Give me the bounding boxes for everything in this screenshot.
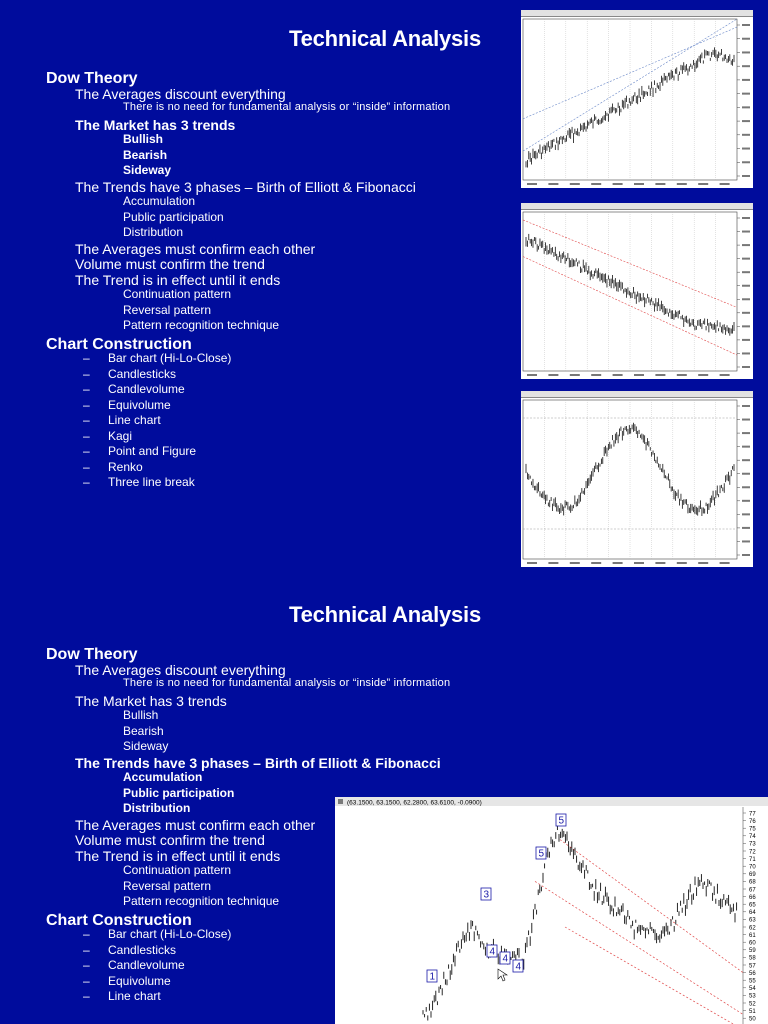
outline-subpoint: Reversal pattern bbox=[123, 302, 212, 317]
axis-tick-label bbox=[742, 120, 750, 122]
outline-point: The Market has 3 trends bbox=[75, 692, 227, 709]
chart-type-label: Equivolume bbox=[108, 973, 171, 988]
section-heading: Chart Construction bbox=[46, 911, 192, 929]
outline-point: The Trends have 3 phases – Birth of Elliott & Fibonacci bbox=[75, 178, 416, 195]
axis-tick-label bbox=[742, 554, 750, 556]
y-tick-label: 51 bbox=[749, 1008, 756, 1015]
dash-bullet: – bbox=[83, 397, 90, 412]
outline-subpoint: Continuation pattern bbox=[123, 287, 232, 301]
chart-type-item bbox=[83, 382, 185, 396]
outline-subpoint: Distribution bbox=[123, 801, 191, 815]
axis-date-label bbox=[655, 183, 665, 185]
y-tick-label: 53 bbox=[749, 993, 756, 1000]
chart-type-label: Candlesticks bbox=[108, 942, 177, 957]
y-tick-label: 65 bbox=[749, 902, 756, 909]
slide-2 bbox=[0, 576, 768, 1024]
y-tick-label: 50 bbox=[749, 1016, 756, 1023]
y-tick-label: 55 bbox=[749, 978, 756, 985]
y-tick-label: 68 bbox=[749, 879, 756, 886]
wave-label: 4 bbox=[502, 953, 509, 965]
window-icon bbox=[338, 799, 343, 804]
axis-date-label bbox=[613, 562, 623, 564]
bearish-chart bbox=[521, 203, 753, 379]
dash-bullet: – bbox=[83, 382, 90, 396]
chart-type-label: Bar chart (Hi-Lo-Close) bbox=[108, 927, 232, 941]
elliott-wave-plot bbox=[335, 797, 768, 1024]
section-heading: Dow Theory bbox=[46, 646, 138, 663]
outline-subpoint: Pattern recognition technique bbox=[123, 894, 280, 908]
y-tick-label: 58 bbox=[749, 955, 756, 962]
y-tick-label: 54 bbox=[749, 986, 756, 993]
axis-tick-label bbox=[742, 513, 750, 515]
chart-type-label: Three line break bbox=[108, 475, 195, 489]
slide-title: Technical Analysis bbox=[288, 602, 482, 627]
section-heading: Dow Theory bbox=[46, 70, 138, 87]
axis-tick-label bbox=[742, 500, 750, 502]
dash-bullet: – bbox=[83, 958, 90, 972]
axis-date-label bbox=[677, 562, 687, 564]
chart-type-label: Candlevolume bbox=[108, 382, 185, 396]
wave-label: 4 bbox=[489, 946, 496, 958]
axis-tick-label bbox=[742, 51, 750, 53]
y-tick-label: 61 bbox=[749, 932, 756, 939]
chart-type-label: Candlevolume bbox=[108, 958, 185, 972]
sideway-chart bbox=[521, 391, 753, 567]
axis-tick-label bbox=[742, 134, 750, 136]
y-tick-label: 56 bbox=[749, 970, 756, 977]
axis-date-label bbox=[570, 374, 580, 376]
y-tick-label: 71 bbox=[749, 856, 756, 863]
outline-subpoint: Sideway bbox=[123, 163, 172, 177]
section-heading: Chart Construction bbox=[46, 335, 192, 353]
axis-tick-label bbox=[742, 24, 750, 26]
axis-date-label bbox=[527, 374, 537, 376]
outline-subpoint: Accumulation bbox=[123, 770, 203, 784]
y-tick-label: 72 bbox=[749, 849, 756, 856]
plot-frame bbox=[523, 212, 737, 371]
y-tick-label: 62 bbox=[749, 925, 756, 932]
axis-tick-label bbox=[742, 405, 750, 407]
outline-point: The Market has 3 trends bbox=[75, 116, 236, 133]
mouse-pointer-icon bbox=[498, 969, 507, 981]
axis-date-label bbox=[548, 183, 558, 185]
axis-tick-label bbox=[742, 419, 750, 421]
outline-subpoint: Bearish bbox=[123, 723, 164, 738]
axis-tick-label bbox=[742, 473, 750, 475]
axis-date-label bbox=[634, 183, 644, 185]
outline-point: The Averages must confirm each other bbox=[75, 816, 316, 833]
chart-header-values: (63.1500, 63.1500, 62.2800, 63.6100, -0.0900) bbox=[347, 799, 482, 807]
chart-type-item bbox=[83, 413, 161, 427]
outline-point: The Averages discount everything bbox=[75, 85, 286, 102]
axis-date-label bbox=[698, 183, 708, 185]
axis-tick-label bbox=[742, 271, 750, 273]
axis-date-label bbox=[677, 374, 687, 376]
axis-tick-label bbox=[742, 486, 750, 488]
axis-tick-label bbox=[742, 106, 750, 108]
axis-date-label bbox=[527, 183, 537, 185]
axis-tick-label bbox=[742, 459, 750, 461]
channel-line bbox=[535, 881, 743, 1014]
chart-type-label: Equivolume bbox=[108, 397, 171, 412]
dash-bullet: – bbox=[83, 366, 90, 381]
channel-line bbox=[560, 840, 743, 973]
chart-type-label: Line chart bbox=[108, 989, 161, 1003]
outline-subpoint: There is no need for fundamental analysis or “inside” information bbox=[123, 677, 451, 689]
y-tick-label: 52 bbox=[749, 1001, 756, 1008]
chart-titlebar bbox=[521, 391, 753, 398]
axis-date-label bbox=[634, 562, 644, 564]
axis-date-label bbox=[634, 374, 644, 376]
wave-label: 4 bbox=[515, 961, 522, 973]
sideway-price-plot bbox=[521, 391, 753, 567]
outline-subpoint: Bullish bbox=[123, 132, 164, 146]
axis-tick-label bbox=[742, 339, 750, 341]
wave-label: 3 bbox=[483, 889, 490, 901]
axis-date-label bbox=[720, 183, 730, 185]
channel-line bbox=[565, 927, 743, 1024]
chart-type-item bbox=[83, 459, 143, 474]
axis-tick-label bbox=[742, 285, 750, 287]
outline-subpoint: Continuation pattern bbox=[123, 863, 232, 877]
axis-tick-label bbox=[742, 161, 750, 163]
y-tick-label: 70 bbox=[749, 864, 756, 871]
axis-tick-label bbox=[742, 244, 750, 246]
axis-date-label bbox=[698, 562, 708, 564]
plot-frame bbox=[523, 400, 737, 559]
axis-tick-label bbox=[742, 446, 750, 448]
chart-type-item bbox=[83, 942, 177, 957]
axis-date-label bbox=[677, 183, 687, 185]
axis-date-label bbox=[591, 374, 601, 376]
outline-subpoint: There is no need for fundamental analysis or “inside” information bbox=[123, 101, 451, 113]
chart-type-item bbox=[83, 397, 171, 412]
wave-label: 5 bbox=[538, 848, 545, 860]
axis-tick-label bbox=[742, 432, 750, 434]
outline-subpoint: Distribution bbox=[123, 225, 184, 239]
y-tick-label: 57 bbox=[749, 963, 756, 970]
axis-tick-label bbox=[742, 527, 750, 529]
outline-point: The Trends have 3 phases – Birth of Elliott & Fibonacci bbox=[75, 754, 441, 771]
y-tick-label: 77 bbox=[749, 811, 756, 818]
y-tick-label: 67 bbox=[749, 887, 756, 894]
chart-type-item bbox=[83, 475, 195, 489]
outline-subpoint: Public participation bbox=[123, 785, 235, 800]
axis-date-label bbox=[591, 562, 601, 564]
y-tick-label: 75 bbox=[749, 826, 756, 833]
wave-label: 5 bbox=[558, 815, 565, 827]
elliott-wave-chart bbox=[335, 797, 768, 1024]
axis-date-label bbox=[548, 374, 558, 376]
dash-bullet: – bbox=[83, 989, 90, 1003]
slide-title: Technical Analysis bbox=[288, 26, 482, 51]
axis-tick-label bbox=[742, 258, 750, 260]
axis-tick-label bbox=[742, 325, 750, 327]
outline-subpoint: Sideway bbox=[123, 739, 169, 753]
axis-date-label bbox=[720, 374, 730, 376]
outline-point: The Averages discount everything bbox=[75, 661, 286, 678]
chart-type-item bbox=[83, 428, 133, 443]
outline-point: The Trend is in effect until it ends bbox=[75, 847, 281, 864]
axis-tick-label bbox=[742, 231, 750, 233]
chart-type-label: Bar chart (Hi-Lo-Close) bbox=[108, 351, 232, 365]
chart-type-label: Point and Figure bbox=[108, 444, 197, 458]
chart-type-label: Line chart bbox=[108, 413, 161, 427]
outline-point: Volume must confirm the trend bbox=[75, 832, 265, 848]
chart-type-item bbox=[83, 444, 197, 458]
outline-subpoint: Pattern recognition technique bbox=[123, 318, 280, 332]
axis-tick-label bbox=[742, 93, 750, 95]
axis-date-label bbox=[527, 562, 537, 564]
axis-date-label bbox=[591, 183, 601, 185]
chart-type-item bbox=[83, 973, 171, 988]
outline-point: The Averages must confirm each other bbox=[75, 240, 316, 257]
axis-tick-label bbox=[742, 298, 750, 300]
chart-type-item bbox=[83, 958, 185, 972]
chart-titlebar bbox=[521, 10, 753, 17]
y-tick-label: 63 bbox=[749, 917, 756, 924]
chart-type-item bbox=[83, 989, 161, 1003]
axis-tick-label bbox=[742, 65, 750, 67]
outline-point: The Trend is in effect until it ends bbox=[75, 271, 281, 288]
chart-type-item bbox=[83, 927, 232, 941]
axis-tick-label bbox=[742, 217, 750, 219]
y-tick-label: 59 bbox=[749, 948, 756, 955]
dash-bullet: – bbox=[83, 927, 90, 941]
y-tick-label: 64 bbox=[749, 910, 756, 917]
axis-date-label bbox=[570, 183, 580, 185]
axis-tick-label bbox=[742, 38, 750, 40]
dash-bullet: – bbox=[83, 973, 90, 988]
chart-type-item bbox=[83, 366, 177, 381]
dash-bullet: – bbox=[83, 413, 90, 427]
y-tick-label: 69 bbox=[749, 872, 756, 879]
outline-subpoint: Bearish bbox=[123, 147, 168, 162]
y-tick-label: 73 bbox=[749, 841, 756, 848]
axis-date-label bbox=[655, 374, 665, 376]
dash-bullet: – bbox=[83, 444, 90, 458]
axis-tick-label bbox=[742, 540, 750, 542]
axis-tick-label bbox=[742, 148, 750, 150]
chart-type-label: Kagi bbox=[108, 428, 133, 443]
outline-subpoint: Reversal pattern bbox=[123, 878, 212, 893]
axis-tick-label bbox=[742, 312, 750, 314]
axis-date-label bbox=[570, 562, 580, 564]
outline-subpoint: Bullish bbox=[123, 708, 159, 722]
chart-type-label: Renko bbox=[108, 459, 143, 474]
axis-date-label bbox=[655, 562, 665, 564]
axis-tick-label bbox=[742, 79, 750, 81]
axis-date-label bbox=[548, 562, 558, 564]
outline-subpoint: Accumulation bbox=[123, 194, 196, 208]
wave-label: 1 bbox=[429, 971, 436, 983]
axis-tick-label bbox=[742, 352, 750, 354]
chart-titlebar bbox=[521, 203, 753, 210]
chart-type-item bbox=[83, 351, 232, 365]
axis-date-label bbox=[698, 374, 708, 376]
dash-bullet: – bbox=[83, 428, 90, 443]
axis-date-label bbox=[613, 183, 623, 185]
dash-bullet: – bbox=[83, 459, 90, 474]
outline-subpoint: Public participation bbox=[123, 209, 224, 224]
axis-tick-label bbox=[742, 366, 750, 368]
bullish-price-plot bbox=[521, 10, 753, 188]
axis-tick-label bbox=[742, 175, 750, 177]
dash-bullet: – bbox=[83, 351, 90, 365]
axis-date-label bbox=[720, 562, 730, 564]
dash-bullet: – bbox=[83, 475, 90, 489]
y-tick-label: 66 bbox=[749, 894, 756, 901]
bearish-price-plot bbox=[521, 203, 753, 379]
y-tick-label: 74 bbox=[749, 834, 756, 841]
chart-type-label: Candlesticks bbox=[108, 366, 177, 381]
y-tick-label: 76 bbox=[749, 818, 756, 825]
dash-bullet: – bbox=[83, 942, 90, 957]
bullish-chart bbox=[521, 10, 753, 188]
outline-point: Volume must confirm the trend bbox=[75, 256, 265, 272]
y-tick-label: 60 bbox=[749, 940, 756, 947]
axis-date-label bbox=[613, 374, 623, 376]
